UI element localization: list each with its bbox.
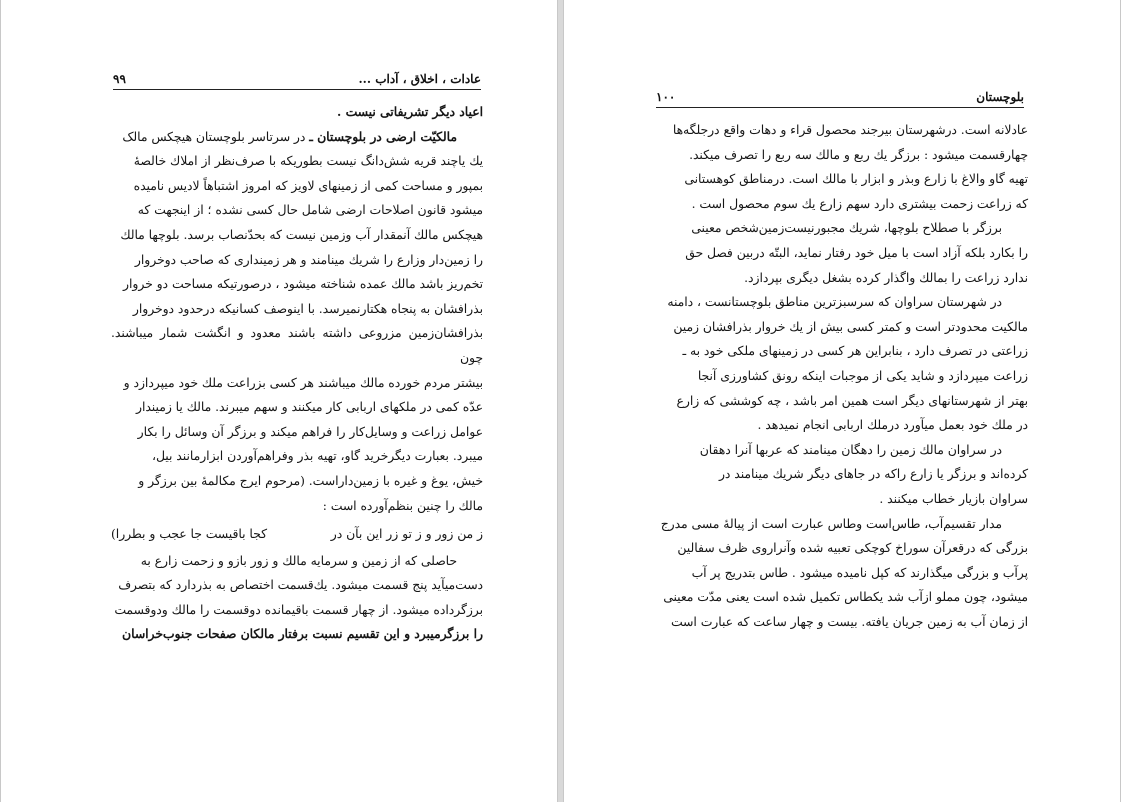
text-line: را برزگرمیبرد و این تقسیم نسبت برفتار مالکان صفحات جنوب‌خراسان <box>122 626 483 642</box>
text-line-rest: در سرتاسر بلوچستان هیچکس مالک <box>122 129 306 144</box>
header-title: بلوچستان <box>976 90 1024 104</box>
poem-verse <box>111 522 483 547</box>
text-line: در سراوان مالك زمین را دهگان مینامند که عربها آنرا دهقان <box>699 442 1002 457</box>
text-line: تخم‌ریز باشد مالك عمده شناخته میشود ، درصورتیکه مساحت دو خروار <box>123 277 483 292</box>
page-number: ۹۹ <box>113 72 126 86</box>
text-line: هیچکس مالك آنمقدار آب وزمین نیست که بحدّنصاب برسد. بلوچها مالك <box>120 227 483 242</box>
text-line: یك یاچند قریه شش‌دانگ نیست بطوریکه با صرف‌نظر از املاك خالصهٔ <box>133 154 483 169</box>
text-line: خیش، یوغ و غیره با زمین‌داراست. (مرحوم ایرج مکالمهٔ بین برزگر و <box>138 473 483 488</box>
header-title: عادات ، اخلاق ، آداب ... <box>358 72 481 86</box>
text-line: حاصلی که از زمین و سرمایه مالك و زور بازو و زحمت زارع به <box>140 553 457 568</box>
text-line: بهتر از شهرستانهای دیگر است همین امر باشد ، چه کوششی که زارع <box>676 393 1028 408</box>
text-line: را زمین‌دار وزارع را شریك مینامند و هر زمینداری که صاحب دوخروار <box>134 252 483 267</box>
page-header <box>113 72 481 90</box>
text-line: اعیاد دیگر تشریفاتی نیست . <box>337 104 483 119</box>
text-line: در ملك خود بعمل میآورد درملك اربابی انجام نمیدهد . <box>757 418 1028 433</box>
text-line: برزگرداده میشود. از چهار قسمت باقیمانده دوقسمت را مالك ودوقسمت <box>114 602 483 617</box>
text-line: که زراعت زحمت بیشتری دارد سهم زارع یك سوم محصول است . <box>691 196 1028 211</box>
left-page <box>0 0 558 802</box>
text-line: میبرد. بعبارت دیگرخرید گاو، تهیه بذر وفراهم‌آوردن ابزارمانند بیل، <box>151 449 483 464</box>
text-line: میشود قانون اصلاحات ارضی شامل حال کسی نشده ؛ از اینجهت که <box>137 203 483 218</box>
text-line: چهارقسمت میشود : برزگر یك ربع و مالك سه ربع را تصرف میکند. <box>689 147 1028 162</box>
text-line: عوامل زراعت و وسایل‌کار را فراهم میکند و برزگر آن وسائل را بکار <box>137 424 483 439</box>
text-line: را بکارد بلکه آزاد است با میل خود رفتار نماید، البتّه دربین فصل حق <box>685 245 1028 260</box>
text-line: زراعت میپردازد و شاید یکی از موجبات اینکه رونق کشاورزی آنجا <box>697 368 1028 383</box>
text-line: دست‌میآید پنج قسمت میشود. یك‌قسمت اختصاص به بذردارد که بتصرف <box>118 578 483 593</box>
text-line: بذرافشان به پنجاه هکتارنمیرسد. با اینوصف کسانیکه درحدود دوخروار <box>132 301 483 316</box>
page-number: ۱۰۰ <box>656 90 676 104</box>
text-line: سراوان بازیار خطاب میکنند . <box>879 491 1028 506</box>
text-line: زراعتی در تصرف دارد ، بنابراین هر کسی در زمینهای ملکی خود به ـ <box>682 344 1028 359</box>
page-header <box>656 90 1024 108</box>
text-line: در شهرستان سراوان که سرسبزترین مناطق بلوچستانست ، دامنه <box>667 295 1002 310</box>
text-line: کرده‌اند و برزگر یا زارع راکه در جاهای دیگر شریك مینامند در <box>718 467 1028 482</box>
text-line: بمپور و مساحت کمی از زمینهای لاویز که امروز اشتباهاً لادیس نامیده <box>133 178 483 193</box>
text-line: مالکیت محدودتر است و کمتر کسی بیش از یك خروار بذرافشان زمین <box>673 319 1028 334</box>
text-line: مالك را چنین بنظم‌آورده است : <box>322 498 483 513</box>
text-line: مدار تقسیم‌آب، طاس‌است وطاس عبارت است از پیالهٔ مسی مدرج <box>660 516 1002 531</box>
page-body <box>111 100 483 647</box>
text-line: عادلانه است. درشهرستان بیرجند محصول قراء و دهات واقع درجلگه‌ها <box>672 123 1028 137</box>
text-line: بزرگی که درقعرآن سوراخ کوچکی تعبیه شده وآنراروی ظرف سفالین <box>677 541 1028 556</box>
text-line: بذرافشان‌زمین مزروعی داشته باشند معدود و انگشت شمار میباشند. چون <box>111 326 483 365</box>
text-line: ندارد زراعت را بمالك واگذار کرده بشغل دیگری بپردازد. <box>744 270 1028 285</box>
verse-hemistich-left: کجا باقیست جا عجب و بطررا) <box>111 527 267 542</box>
page-body <box>656 118 1028 634</box>
right-page <box>563 0 1121 802</box>
text-line: عدّه کمی در ملکهای اربابی کار میکنند و سهم میبرند. مالك یا زمیندار <box>136 400 483 415</box>
text-line: بیشتر مردم خورده مالك میباشند هر کسی بزراعت ملك خود میپردازد و <box>123 375 483 390</box>
section-subheading: مالکیّت ارضی در بلوچستان ـ <box>309 128 457 144</box>
text-line: پرآب و بزرگی میگذارند که کپل نامیده میشود . طاس بتدریج پر آب <box>691 565 1028 580</box>
text-line: از زمان آب به زمین جریان یافته. بیست و چهار ساعت که عبارت است <box>670 614 1028 629</box>
text-line: برزگر با صطلاح بلوچها، شریك مجبورنیست‌زمین‌شخص معینی <box>691 221 1002 236</box>
text-line: تهیه گاو والاغ با زارع وبذر و ابزار با مالك است. درمناطق کوهستانی <box>684 172 1028 187</box>
text-line: میشود، چون مملو ازآب شد یکطاس تکمیل شده است یعنی مدّت معینی <box>663 590 1028 605</box>
text-line <box>111 125 483 150</box>
verse-hemistich-right: ز من زور و ز تو زر این بآن در <box>330 527 483 542</box>
